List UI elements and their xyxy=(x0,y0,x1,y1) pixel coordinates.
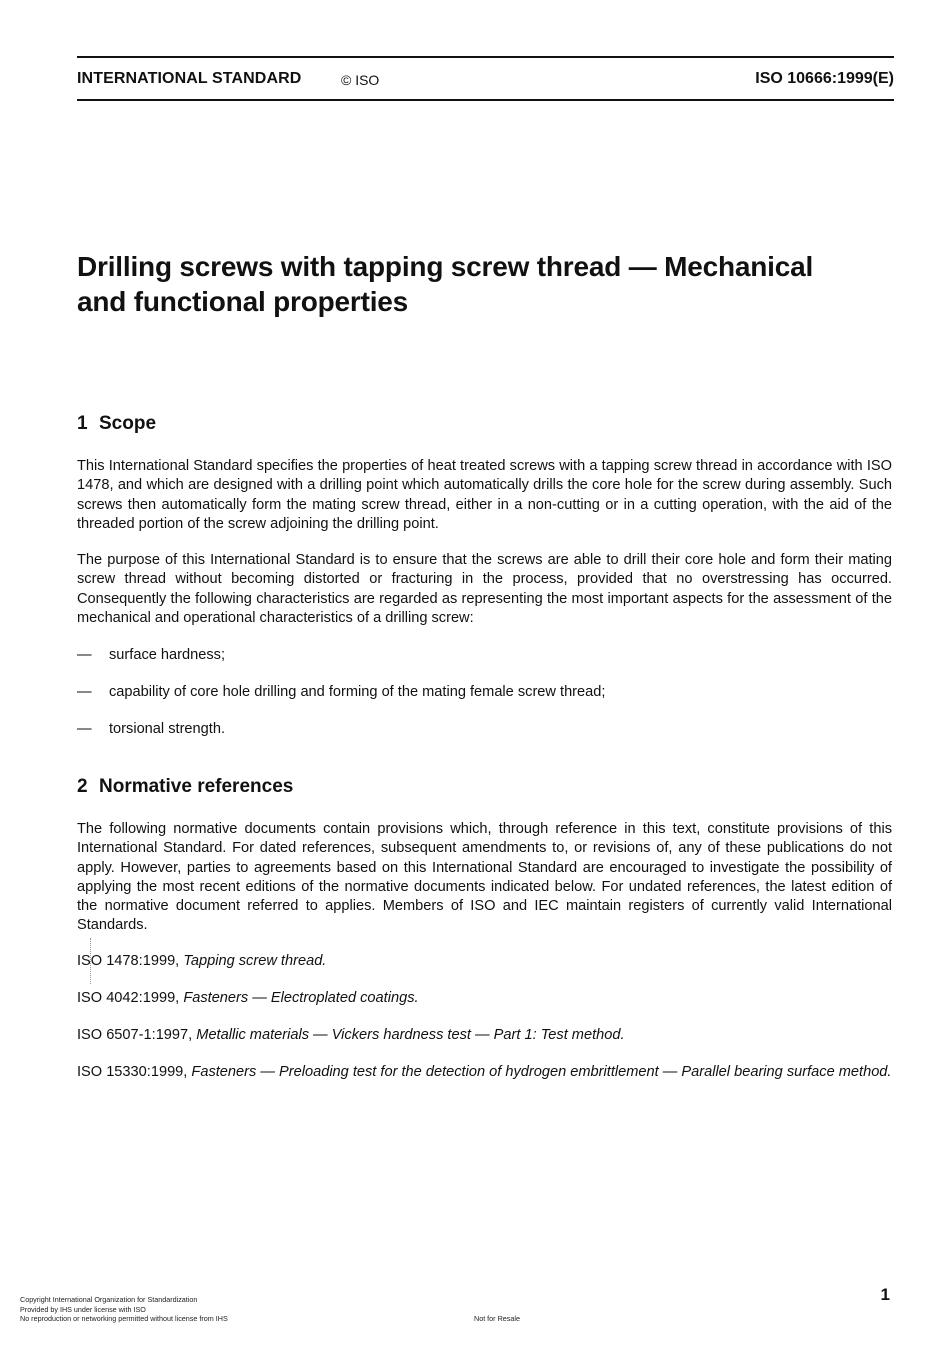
scope-paragraph-1: This International Standard specifies the properties of heat treated screws with a tapping screw thread in accordance with ISO 1478, and which are designed with a drilling point which automatically drills the core hole for the screw during assembly. Such screws then automatically form the mating screw thread, either in a non-cutting or in a cutting operation, with the aid of the threaded portion of the screw adjoining the drilling point. xyxy=(77,458,892,532)
normative-references-paragraph: The following normative documents contain provisions which, through reference in this text, constitute provisions of this International Standard. For dated references, subsequent amendments to, or revisions of, any of these publications do not apply. However, parties to agreements based on this International Standard are encouraged to investigate the possibility of applying the most recent editions of the normative documents indicated below. For undated references, the latest edition of the normative document referred to applies. Members of ISO and IEC maintain registers of currently valid International Standards. xyxy=(77,821,892,934)
list-item xyxy=(77,683,892,702)
reference-title: Fasteners — Preloading test for the detection of hydrogen embrittlement — Parallel bearing surface method. xyxy=(191,1064,892,1080)
list-dash: — xyxy=(77,684,92,700)
header-copyright: © ISO xyxy=(341,72,380,88)
list-item-text: surface hardness; xyxy=(109,647,226,663)
section-2-title: Normative references xyxy=(99,776,294,797)
reference-code: ISO 6507-1:1997, xyxy=(77,1027,193,1043)
header-standard-label: INTERNATIONAL STANDARD xyxy=(77,70,302,87)
list-dash: — xyxy=(77,647,92,663)
header-document-number: ISO 10666:1999(E) xyxy=(755,70,894,87)
document-title xyxy=(77,249,894,319)
section-2-number: 2 xyxy=(77,776,88,797)
reference-item xyxy=(77,952,892,971)
list-dash: — xyxy=(77,721,92,737)
page-number: 1 xyxy=(880,1285,890,1304)
header-bottom-rule xyxy=(77,99,894,101)
section-1-title: Scope xyxy=(99,413,157,434)
reference-item xyxy=(77,1026,892,1045)
document-title-line-1: Drilling screws with tapping screw thread — Mechanical xyxy=(77,251,814,282)
reference-code: ISO 15330:1999, xyxy=(77,1064,188,1080)
reference-title: Fasteners — Electroplated coatings. xyxy=(183,990,419,1006)
reference-item xyxy=(77,989,892,1008)
list-item-text: capability of core hole drilling and forming of the mating female screw thread; xyxy=(109,684,606,700)
section-1-heading xyxy=(77,413,156,435)
reference-code: ISO 1478:1999, xyxy=(77,953,180,969)
footer-line: Provided by IHS under license with ISO xyxy=(20,1304,146,1314)
footer-line: No reproduction or networking permitted without license from IHS xyxy=(20,1314,228,1324)
reference-item xyxy=(77,1063,892,1082)
header-top-rule xyxy=(77,56,894,58)
list-item-text: torsional strength. xyxy=(109,721,226,737)
footer-copyright-notice xyxy=(20,1295,228,1324)
footer-line: Copyright International Organization for Standardization xyxy=(20,1295,198,1304)
section-1-number: 1 xyxy=(77,413,88,434)
footer-not-for-resale: Not for Resale xyxy=(474,1314,520,1323)
reference-code: ISO 4042:1999, xyxy=(77,990,180,1006)
list-item xyxy=(77,720,892,739)
reference-title: Metallic materials — Vickers hardness test — Part 1: Test method. xyxy=(196,1027,625,1043)
reference-title: Tapping screw thread. xyxy=(183,953,327,969)
list-item xyxy=(77,646,892,665)
document-title-line-2: and functional properties xyxy=(77,286,409,317)
section-2-heading xyxy=(77,776,293,798)
scope-paragraph-2: The purpose of this International Standard is to ensure that the screws are able to drill their core hole and form their mating screw thread without becoming distorted or fracturing in the process, provided that no overstressing has occurred. Consequently the following characteristics are regarded as representing the most important aspects for the assessment of the mechanical and operational characteristics of a drilling screw: xyxy=(77,552,892,626)
